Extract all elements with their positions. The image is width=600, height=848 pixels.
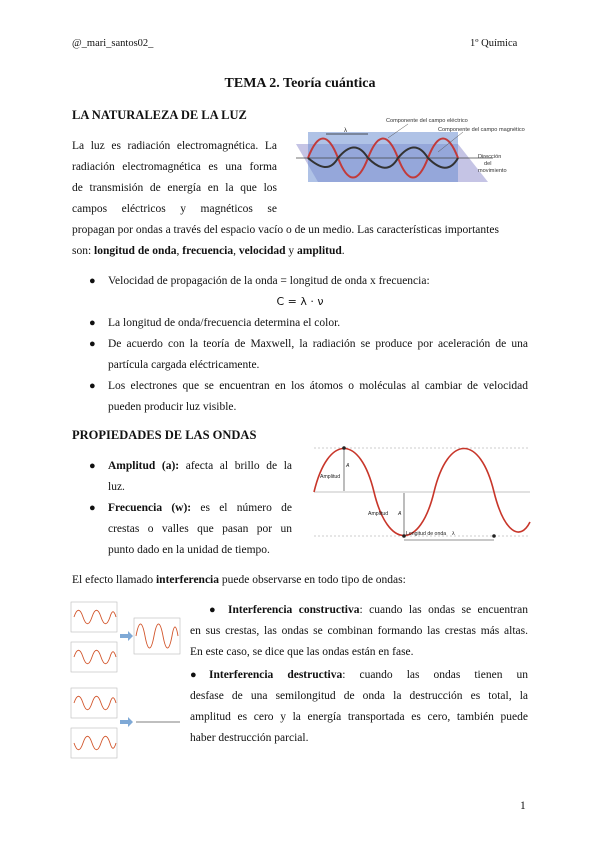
bullet-frequency: ● Frecuencia (w): es el número de	[89, 502, 292, 514]
formula-velocity: C = λ · ν	[276, 295, 324, 308]
intro-line: de transmisión de energía en la que los	[72, 182, 277, 194]
bullet-destructive: ● Interferencia destructiva: cuando las ondas tienen un	[190, 669, 528, 681]
kw-amplitude: amplitud	[297, 245, 342, 257]
bullet-velocity: ● Velocidad de propagación de la onda = longitud de onda x frecuencia:	[89, 275, 430, 287]
bullet-electrons-cont: pueden producir luz visible.	[108, 401, 237, 413]
direction-label-3: movimiento	[478, 168, 507, 174]
electric-component-label: Componente del campo eléctrico	[386, 118, 468, 124]
intro-line: radiación electromagnética es una forma	[72, 161, 277, 173]
amplitude-symbol: A	[346, 463, 350, 469]
page-number: 1	[520, 800, 526, 812]
bullet-frequency-cont2: punto dado en la unidad de tiempo.	[108, 544, 270, 556]
intro-paragraph	[72, 136, 277, 220]
amplitude-symbol-2: A	[398, 511, 402, 517]
direction-label-2: del	[484, 161, 492, 167]
amplitude-label-mid: Amplitud	[368, 511, 389, 517]
constructive-line-2: en sus crestas, las ondas se combinan formando las crestas más altas.	[190, 625, 528, 637]
kw-velocity: velocidad	[238, 245, 286, 257]
bullet-amplitude: ● Amplitud (a): afecta al brillo de la	[89, 460, 292, 472]
bullet-maxwell: ● De acuerdo con la teoría de Maxwell, la radiación se produce por aceleración de una	[89, 338, 528, 350]
bullet-frequency-cont: crestas o valles que pasan por un	[108, 523, 292, 535]
direction-label-1: Dirección	[478, 154, 502, 160]
bullet-color: ● La longitud de onda/frecuencia determina el color.	[89, 317, 341, 329]
constructive-interference-figure	[70, 600, 182, 680]
lambda-symbol: λ	[344, 128, 347, 134]
em-wave-figure	[288, 112, 536, 192]
destructive-interference-figure	[70, 686, 182, 766]
header-author: @_mari_santos02_	[72, 38, 154, 49]
bullet-constructive: ● Interferencia constructiva: cuando las ondas se encuentran	[209, 604, 529, 616]
interference-intro: El efecto llamado interferencia puede observarse en todo tipo de ondas:	[72, 574, 406, 586]
wavelength-label: Longitud de onda	[406, 531, 447, 537]
section-heading-light: LA NATURALEZA DE LA LUZ	[72, 108, 247, 122]
bullet-maxwell-cont: partícula cargada eléctricamente.	[108, 359, 260, 371]
page-title: TEMA 2. Teoría cuántica	[224, 76, 376, 91]
intro-continuation	[72, 220, 528, 262]
destructive-line-2: desfase de una semilongitud de onda la destrucción es total, la	[190, 690, 528, 702]
arrow-icon	[120, 631, 133, 641]
amplitude-label-top: Amplitud	[320, 474, 341, 480]
arrow-icon	[120, 717, 133, 727]
bullet-amplitude-cont: luz.	[108, 481, 125, 493]
intro-line: La luz es radiación electromagnética. La	[72, 140, 277, 152]
constructive-line-3: En este caso, se dice que las ondas están en fase.	[190, 646, 414, 658]
bullet-electrons: ● Los electrones que se encuentran en los átomos o moléculas al cambiar de velocidad	[89, 380, 528, 392]
destructive-line-4: haber destrucción parcial.	[190, 732, 309, 744]
kw-wavelength: longitud de onda	[94, 245, 177, 257]
kw-interference: interferencia	[155, 574, 219, 586]
destructive-line-3: amplitud es cero y la energía transportada es cero, también puede	[190, 711, 528, 723]
wavelength-symbol: λ	[452, 531, 455, 537]
magnetic-component-label: Componente del campo magnético	[438, 127, 525, 133]
intro-cont-line: propagan por ondas a través del espacio vacío o de un medio. Las características importantes	[72, 224, 499, 236]
kw-frequency: frecuencia	[182, 245, 234, 257]
sine-wave-figure	[310, 442, 532, 548]
section-heading-waves: PROPIEDADES DE LAS ONDAS	[72, 428, 257, 442]
intro-line: campos eléctricos y magnéticos se	[72, 203, 277, 215]
intro-cont-line-keywords: son: longitud de onda, frecuencia, velocidad y amplitud.	[72, 245, 345, 257]
header-course: 1º Química	[470, 38, 518, 49]
